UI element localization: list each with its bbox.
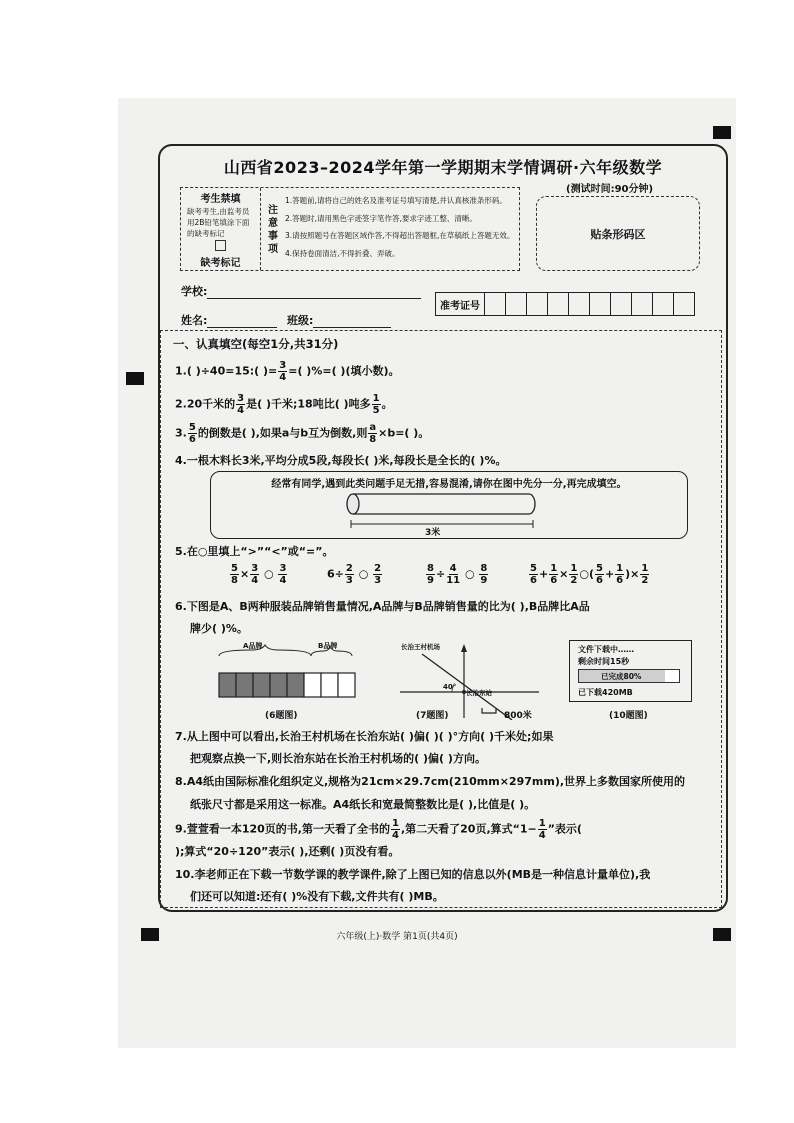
fraction [569,563,578,586]
numerator: 3 [237,393,245,404]
fig10-line-2: 剩余时间15秒 [578,657,630,666]
exam-number-cell[interactable] [590,293,611,315]
fraction [426,563,435,586]
denominator: 8 [231,575,238,586]
note-item: 3.请按照题号在答题区域作答,不得超出答题框,在草稿纸上答题无效。 [285,231,515,240]
q1-part-a: 1.( )÷40=15:( )= [175,364,278,378]
denominator: 2 [641,575,649,586]
fraction [391,818,400,841]
name-field[interactable] [181,312,277,328]
question-7-line-1: 7.从上图中可以看出,长治王村机场在长治东站( )偏( )( )°方向( )千米处;如果 [175,730,554,743]
q9-part-c: ”表示( [547,822,582,836]
fig10-caption: (10题图) [609,711,648,721]
fig7-angle-label: 40° [443,683,457,691]
numerator: 1 [372,393,380,404]
numerator: 3 [251,563,259,574]
q3-part-a: 3. [175,426,187,440]
fraction [250,563,259,586]
question-10-line-2: 们还可以知道:还有( )%没有下载,文件共有( )MB。 [190,890,444,903]
info-box [180,187,520,271]
fig6-a-block [236,673,253,697]
q2-part-c: 。 [381,397,393,411]
fig6-b-label: B品牌 [318,642,338,650]
fig6-a-block [270,673,287,697]
question-6-line-1: 6.下图是A、B两种服装品牌销售量情况,A品牌与B品牌销售量的比为( ),B品牌比A品 [175,600,590,613]
numerator: 1 [538,818,546,829]
note-item: 1.答题前,请将自己的姓名及准考证号填写清楚,并认真核准条形码。 [285,196,507,205]
numerator: 1 [616,563,624,574]
numerator: 3 [279,563,287,574]
denominator: 4 [538,830,546,841]
fraction [278,360,287,383]
fraction [345,563,354,586]
question-8-line-1: 8.A4纸由国际标准化组织定义,规格为21cm×29.7cm(210mm×297mm),世界上多数国家所使用的 [175,775,686,788]
denominator: 2 [570,575,578,586]
fig6-a-label: A品牌 [243,642,263,650]
exam-number-cell[interactable] [506,293,527,315]
fig7-caption: (7题图) [416,711,449,721]
registration-mark-top-right [713,126,731,139]
exam-number-cell[interactable] [527,293,548,315]
fig6-b-block [321,673,338,697]
question-10-line-1: 10.李老师正在下载一节数学课的教学课件,除了上图已知的信息以外(MB是一种信息计量单位),我 [175,868,651,881]
exam-number-cell[interactable] [485,293,506,315]
class-field[interactable] [287,312,391,328]
section-1-title: 一、认真填空(每空1分,共31分) [173,337,339,351]
fraction [615,563,624,586]
numerator: 5 [595,563,603,574]
fraction [549,563,558,586]
q2-part-a: 2.20千米的 [175,397,236,411]
question-7-line-2: 把观察点换一下,则长治东站在长治王村机场的( )偏( )方向。 [190,752,486,765]
numerator: 1 [641,563,649,574]
fig7-airport-label: 长治王村机场 [401,643,440,651]
denominator: 6 [530,575,537,586]
denominator: 4 [391,830,399,841]
numerator: a [369,422,377,433]
question-1 [175,360,400,383]
question-2 [175,393,393,416]
fraction [446,563,460,586]
denominator: 11 [446,575,461,586]
denominator: 4 [237,405,245,416]
fig10-download-panel [569,640,692,702]
fraction [230,563,239,586]
fraction [373,563,382,586]
time-note: (测试时间:90分钟) [566,184,654,195]
denominator: 9 [480,575,488,586]
compare-circle[interactable]: ○ [358,567,369,581]
compare-item-3 [425,563,489,586]
compare-item-1 [229,563,288,586]
q3-part-c: ×b=( )。 [378,426,430,440]
fig7-scale-bar [480,706,500,716]
numerator: 5 [530,563,537,574]
expression-prefix: 6÷ [327,567,344,581]
fraction [640,563,649,586]
note-item: 2.答题时,请用黑色字迹签字笔作答,要求字迹工整、清晰。 [285,213,477,223]
exam-number-label: 准考证号 [436,293,485,315]
exam-title: 山西省2023–2024学年第一学期期末学情调研·六年级数学 [223,158,663,177]
q9-part-a: 9.萱萱看一本120页的书,第一天看了全书的 [175,822,390,836]
denominator: 6 [188,434,196,445]
exam-number-cell[interactable] [611,293,632,315]
fig6-b-block [338,673,355,697]
q2-part-b: 是( )千米;18吨比( )吨多 [246,397,371,411]
class-line [313,315,391,328]
fig6-bar-diagram [212,640,362,706]
fraction [479,563,488,586]
q3-part-b: 的倒数是( ),如果a与b互为倒数,则 [197,426,368,440]
class-label: 班级: [287,314,314,327]
denominator: 6 [616,575,624,586]
question-4: 4.一根木料长3米,平均分成5段,每段长( )米,每段长是全长的( )%。 [175,454,507,467]
operator: × [239,567,250,581]
fraction [595,563,604,586]
denominator: 9 [427,575,434,586]
fraction [278,563,287,586]
numerator: 1 [570,563,578,574]
numerator: 1 [391,818,399,829]
log-diagram [211,472,689,540]
exam-number-cell[interactable] [674,293,694,315]
notes-list [285,192,517,262]
fraction [368,422,377,445]
exam-number-cell[interactable] [548,293,569,315]
page-footer: 六年级(上)·数学 第1页(共4页) [336,932,458,942]
fraction [372,393,381,416]
operator: ÷ [435,567,446,581]
denominator: 6 [550,575,558,586]
numerator: 2 [374,563,382,574]
numerator: 1 [550,563,558,574]
numerator: 4 [449,563,457,574]
notes-label: 注意事项 [268,205,278,255]
denominator: 4 [279,575,287,586]
fig6-caption: (6题图) [265,711,298,721]
question-9-line-1 [175,818,582,841]
denominator: 8 [369,434,377,445]
fraction [538,818,547,841]
fraction [529,563,538,586]
exam-number-box[interactable] [435,292,695,316]
fig10-progress-bar [578,669,680,683]
exam-number-cell[interactable] [632,293,653,315]
fig7-station-label: 长治东站 [466,689,492,697]
absence-checkbox[interactable] [215,240,226,251]
denominator: 3 [345,575,353,586]
note-item: 4.保持卷面清洁,不得折叠、弄破。 [285,248,400,258]
registration-mark-left [126,372,144,385]
numerator: 2 [345,563,353,574]
fig6-a-block [253,673,270,697]
numerator: 8 [427,563,434,574]
numerator: 5 [188,422,196,433]
school-line [207,286,421,299]
compare-item-4: $\frac{5}{6}$ + $\frac{1}{6}$ × $\frac{1}{2}$ ○( $\frac{5}{6}$ + $\frac{1}{6}$ )× $\frac{1}{2}$ [530,563,649,586]
exam-number-cell[interactable] [653,293,674,315]
denominator: 5 [372,405,380,416]
q9-part-b: ,第二天看了20页,算式“1− [400,822,537,836]
compare-circle[interactable]: ○ [464,567,475,581]
fig10-line-3: 已下载420MB [578,688,633,697]
denominator: 3 [374,575,382,586]
question-6-line-2: 牌少( )%。 [190,622,248,635]
candidate-box-footer: 缺考标记 [200,258,241,269]
fig7-scale-label: 800米 [504,711,532,721]
question-5: 5.在○里填上“>”“<”或“=”。 [175,545,334,558]
q1-part-b: =( )%=( )(填小数)。 [288,364,400,378]
compare-circle[interactable]: ○ [264,567,274,581]
fig6-b-block [304,673,321,697]
fig6-a-block [219,673,236,697]
school-field[interactable] [181,283,421,299]
exam-number-cell[interactable] [569,293,590,315]
name-label: 姓名: [181,314,208,327]
compare-circle[interactable]: ○ [579,567,589,581]
denominator: 6 [595,575,603,586]
name-line [207,315,277,328]
fraction [236,393,245,416]
numerator: 8 [480,563,488,574]
compare-item-2 [327,563,383,586]
hint-box [210,471,688,539]
hint-text: 经常有同学,遇到此类问题手足无措,容易混淆,请你在图中先分一分,再完成填空。 [271,479,627,490]
log-length-label: 3米 [425,528,441,538]
fig6-a-block [287,673,304,697]
denominator: 4 [251,575,259,586]
denominator: 4 [279,372,287,383]
numerator: 3 [279,360,287,371]
candidate-box [181,188,261,270]
candidate-box-heading: 考生禁填 [200,194,241,205]
question-8-line-2: 纸张尺寸都是采用这一标准。A4纸长和宽最简整数比是( ),比值是( )。 [190,798,536,811]
candidate-box-text: 缺考考生,由监考员用2B铅笔填涂下面的缺考标记 [187,207,250,238]
barcode-area: 贴条形码区 [536,196,700,271]
fig10-line-1: 文件下载中…… [578,645,634,654]
question-9-line-2: );算式“20÷120”表示( ),还剩( )页没有看。 [175,845,400,858]
school-label: 学校: [181,285,208,298]
fraction [188,422,197,445]
numerator: 5 [231,563,238,574]
fig10-progress-text: 已完成80% [601,672,642,681]
question-3 [175,422,429,445]
